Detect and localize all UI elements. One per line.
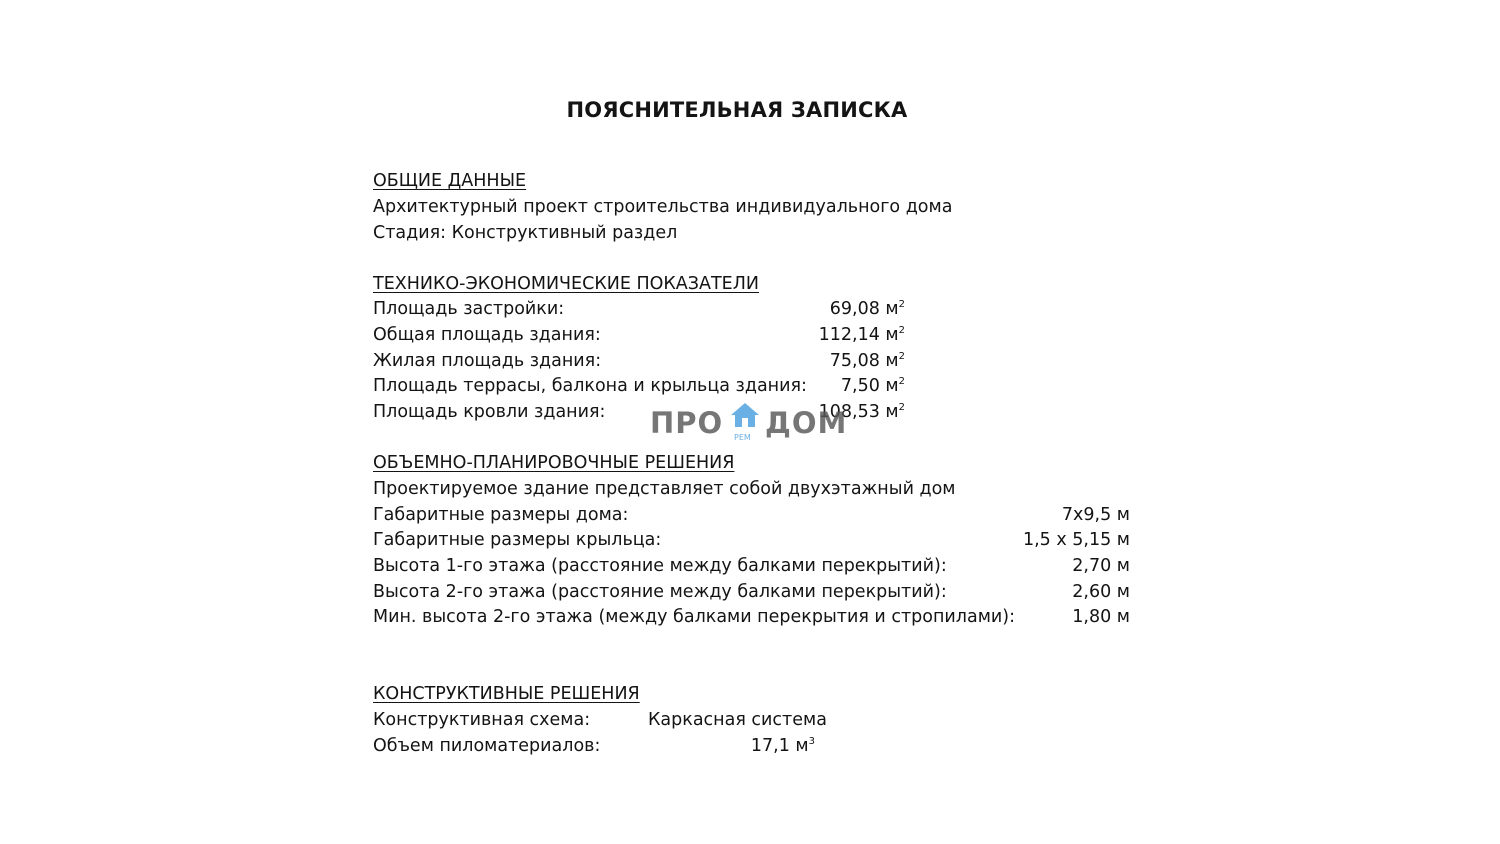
planning-intro: Проектируемое здание представляет собой двухэтажный дом: [373, 479, 956, 499]
general-line-project: Архитектурный проект строительства индивидуального дома: [373, 197, 953, 217]
indicator-value: 7,50 $м^2$: [840, 376, 905, 396]
general-heading: ОБЩИЕ ДАННЫЕ: [373, 171, 527, 191]
structural-heading: КОНСТРУКТИВНЫЕ РЕШЕНИЯ: [373, 684, 640, 704]
structural-label: Конструктивная схема:: [373, 710, 591, 730]
indicator-label: Площадь кровли здания:: [373, 402, 606, 422]
planning-value: 7x9,5 м: [1061, 505, 1130, 525]
indicator-value: 69,08 $м^2$: [829, 299, 905, 319]
planning-label: Высота 2-го этажа (расстояние между балками перекрытий):: [373, 582, 947, 602]
watermark-left-text: ПРО: [650, 406, 724, 440]
indicators-heading: ТЕХНИКО-ЭКОНОМИЧЕСКИЕ ПОКАЗАТЕЛИ: [373, 274, 759, 294]
indicator-value: 108,53 $м^2$: [818, 402, 905, 422]
planning-label: Высота 1-го этажа (расстояние между балками перекрытий):: [373, 556, 947, 576]
planning-value: 1,80 м: [1072, 607, 1130, 627]
structural-value: 17,1 $м^3$: [750, 736, 815, 756]
general-line-stage: Стадия: Конструктивный раздел: [373, 223, 678, 243]
watermark-small-text: РЕМ: [734, 433, 751, 442]
house-icon: [730, 402, 760, 428]
structural-label: Объем пиломатериалов:: [373, 736, 601, 756]
planning-value: 2,60 м: [1072, 582, 1130, 602]
page-title: ПОЯСНИТЕЛЬНАЯ ЗАПИСКА: [566, 98, 908, 122]
planning-label: Мин. высота 2-го этажа (между балками перекрытия и стропилами):: [373, 607, 1016, 627]
planning-value: 2,70 м: [1072, 556, 1130, 576]
indicator-label: Общая площадь здания:: [373, 325, 601, 345]
indicator-label: Площадь застройки:: [373, 299, 565, 319]
indicator-value: 75,08 $м^2$: [829, 351, 905, 371]
watermark-right-text: ДОМ: [765, 406, 848, 440]
structural-value: Каркасная система: [648, 710, 827, 730]
indicator-label: Площадь террасы, балкона и крыльца здания:: [373, 376, 807, 396]
planning-label: Габаритные размеры дома:: [373, 505, 629, 525]
planning-label: Габаритные размеры крыльца:: [373, 530, 662, 550]
indicator-value: 112,14 $м^2$: [818, 325, 905, 345]
watermark-logo: [650, 400, 850, 450]
planning-heading: ОБЪЕМНО-ПЛАНИРОВОЧНЫЕ РЕШЕНИЯ: [373, 453, 735, 473]
planning-value: 1,5 x 5,15 м: [1022, 530, 1130, 550]
indicator-label: Жилая площадь здания:: [373, 351, 602, 371]
